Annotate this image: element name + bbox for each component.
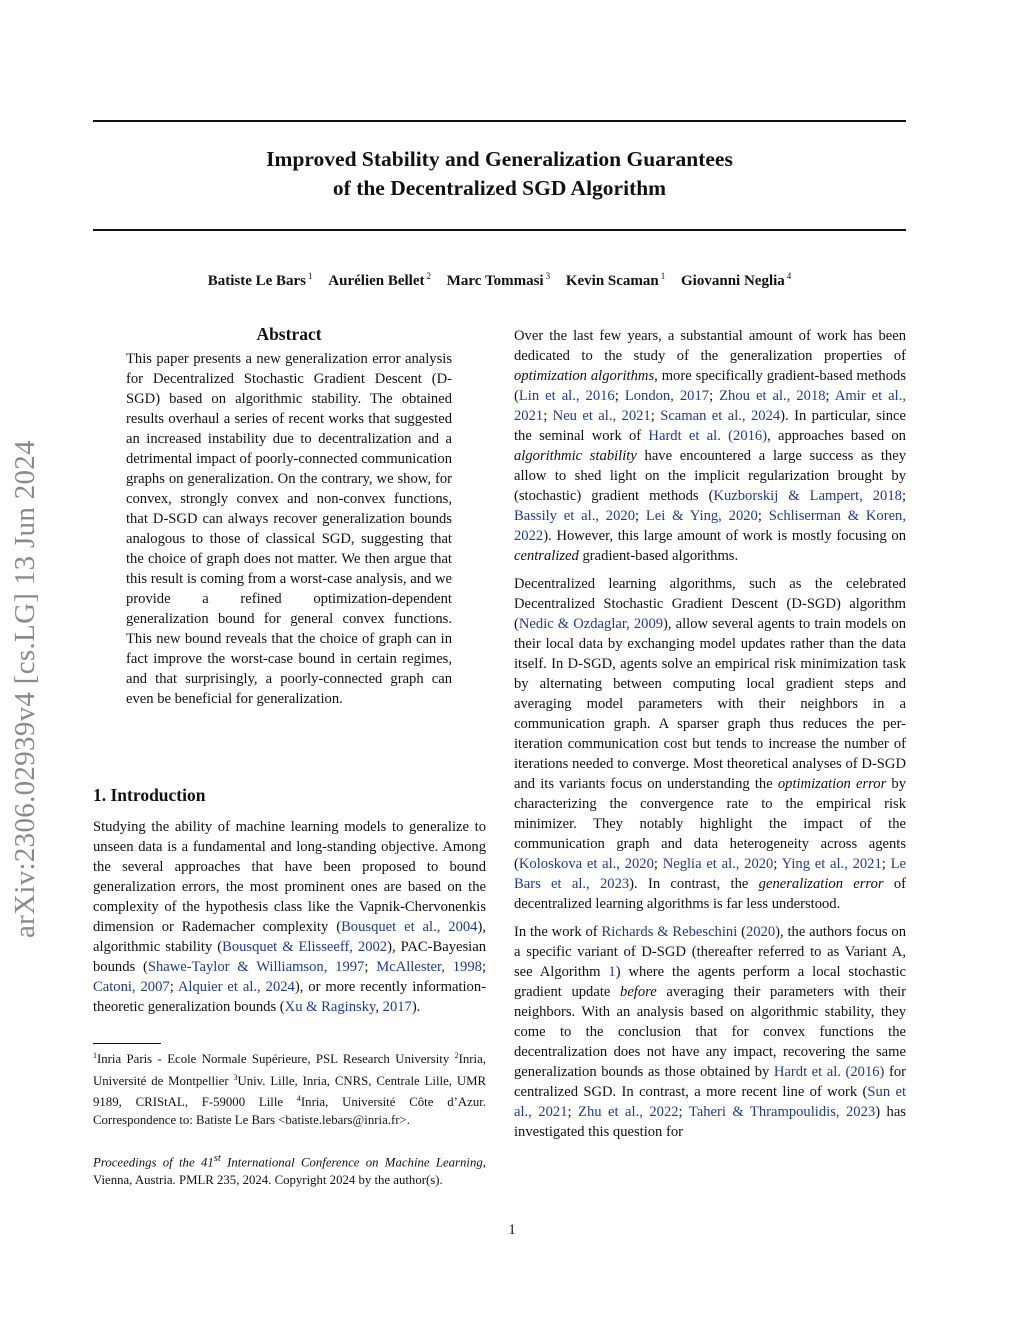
text-run: ), the authors focus on a specific variant of D-SGD (thereafter referred to as Variant A, see Algorithm <box>514 924 906 980</box>
text-run: ( <box>737 924 746 940</box>
author-name: Marc Tommasi <box>446 273 544 289</box>
introduction-paragraph <box>93 817 486 1017</box>
right-column <box>514 326 906 1150</box>
affiliation-mark: 3 <box>545 271 551 281</box>
text-run: ; <box>881 856 891 872</box>
text-run: generalization error <box>758 876 884 892</box>
affiliation-text: Univ. Lille, Inria, CNRS, Centrale Lille, UMR 9189, CRIStAL, F-59000 Lille <box>93 1073 486 1109</box>
text-run: of decentralized learning algorithms is far less understood. <box>514 876 906 912</box>
text-run: ), allow several agents to train models on their local data by exchanging model updates rather than the data itself. In D-SGD, agents solve an empirical risk minimization task by alternating between computing local gradient steps and averaging model parameters with their neighbors in a communication graph. A sparser graph thus reduces the per-iteration communication cost but tends to increase the number of iterations needed to converge. Most theoretical analyses of D-SGD and its variants focus on understanding the <box>514 616 906 792</box>
abstract-text: This paper presents a new generalization error analysis for Decentralized Stochastic Gradient Descent (D-SGD) based on algorithmic stability. The obtained results overhaul a series of recent works that suggested an increased instability due to decentralization and a detrimental impact of poorly-connected communication graphs on generalization. On the contrary, we show, for convex, strongly convex and non-convex functions, that D-SGD can always recover generalization bounds analogous to those of classical SGD, suggesting that the choice of graph does not matter. We then argue that this result is coming from a worst-case analysis, and we provide a refined optimization-dependent generalization bound for general convex functions. This new bound reveals that the choice of graph can in fact improve the worst-case bound in certain regimes, and that surprisingly, a poorly-connected graph can even be beneficial for generalization. <box>126 351 452 707</box>
citation-link[interactable]: Neu et al., 2021 <box>552 408 651 424</box>
algorithm-reference-link[interactable]: 1 <box>608 964 616 980</box>
text-run: ) where the agents perform a local stochastic gradient update <box>514 964 906 1000</box>
text-run: optimization algorithms <box>514 368 655 384</box>
paragraph <box>514 922 906 1142</box>
text-run: ) has investigated this question for <box>514 1104 906 1140</box>
text-run: ; <box>567 1104 579 1120</box>
text-run: , more specifically gradient-based methods ( <box>514 368 906 404</box>
citation-link[interactable]: London, 2017 <box>624 388 710 404</box>
citation-link[interactable]: Alquier et al., 2024 <box>177 979 295 995</box>
citation-link[interactable]: Hardt et al. <box>648 428 721 444</box>
text-run: ; <box>635 508 646 524</box>
author-list <box>93 266 906 291</box>
text-run: ; <box>169 979 178 995</box>
author-name: Batiste Le Bars <box>207 273 307 289</box>
text-run: Decentralized learning algorithms, such as the celebrated Decentralized Stochastic Gradient Descent (D-SGD) algorithm ( <box>514 576 906 632</box>
author <box>447 273 550 289</box>
affiliation-text: Inria, Université Côte d’Azur. Correspondence to: Batiste Le Bars <batiste.lebars@inria.fr>. <box>93 1095 486 1127</box>
text-run: ), PAC-Bayesian bounds ( <box>93 939 486 975</box>
text-run: by characterizing the convergence rate to the empirical risk minimizer. They notably highlight the impact of the communication graph and data heterogeneity across agents ( <box>514 776 906 872</box>
footnote-rule <box>93 1043 161 1044</box>
footnote-mark: 3 <box>233 1072 238 1082</box>
text-run: Over the last few years, a substantial amount of work has been dedicated to the study of the generalization properties of <box>514 328 906 364</box>
text-run: centralized <box>514 548 579 564</box>
citation-link[interactable]: Ying et al., 2021 <box>781 856 882 872</box>
text-run: International Conference on Machine Learning <box>220 1155 483 1170</box>
paragraph <box>514 326 906 566</box>
citation-link[interactable]: (2016) <box>845 1064 885 1080</box>
citation-link[interactable]: Neglia et al., 2020 <box>662 856 774 872</box>
footnote-mark: 4 <box>296 1094 301 1103</box>
citation-link[interactable]: Scaman et al., 2024 <box>660 408 781 424</box>
citation-link[interactable]: Zhu et al., 2022 <box>578 1104 679 1120</box>
paragraph <box>514 574 906 914</box>
text-run: ; <box>757 508 769 524</box>
affiliation-text: Inria, Université de Montpellier <box>93 1052 486 1088</box>
text-run: , <box>375 999 383 1015</box>
section-heading-introduction: 1. Introduction <box>93 785 206 805</box>
text-run: ; <box>773 856 782 872</box>
text-run: ; <box>901 488 907 504</box>
citation-link[interactable]: Kuzborskij & Lampert, 2018 <box>713 488 902 504</box>
citation-link[interactable]: Shawe-Taylor & Williamson, 1997 <box>147 959 365 975</box>
text-run: optimization error <box>777 776 887 792</box>
author-name: Kevin Scaman <box>565 273 659 289</box>
text-run: 41 <box>200 1155 214 1170</box>
text-run: before <box>620 984 657 1000</box>
affiliation-mark: 4 <box>786 271 792 281</box>
citation-link[interactable]: Bousquet & Elisseeff, 2002 <box>222 939 388 955</box>
title-bottom-rule <box>93 229 906 231</box>
text-run: algorithmic stability <box>514 448 637 464</box>
text-run: Proceedings of the <box>93 1155 201 1170</box>
author <box>208 273 313 289</box>
text-run: ), or more recently information-theoretic generalization bounds ( <box>93 979 487 1015</box>
author <box>681 273 791 289</box>
citation-link[interactable]: Lin et al., 2016 <box>518 388 615 404</box>
citation-link[interactable]: (2016) <box>728 428 768 444</box>
text-run: ; <box>481 959 487 975</box>
author-name: Giovanni Neglia <box>681 273 785 289</box>
text-run: ). <box>411 999 421 1015</box>
author <box>328 273 431 289</box>
text-run: ; <box>364 959 377 975</box>
text-run: , Vienna, Austria. PMLR 235, 2024. Copyright 2024 by the author(s). <box>93 1155 486 1187</box>
citation-link[interactable]: Taheri & Thrampoulidis, 2023 <box>688 1104 876 1120</box>
paper-title <box>93 145 906 203</box>
text-run: for centralized SGD. In contrast, a more recent line of work ( <box>514 1064 906 1100</box>
text-run: gradient-based algorithms. <box>578 548 739 564</box>
citation-link[interactable]: 2017 <box>382 999 412 1015</box>
footnote-mark: 1 <box>93 1051 97 1060</box>
abstract-heading: Abstract <box>256 324 322 344</box>
affiliations-footnote <box>93 1047 486 1129</box>
affiliation-mark: 2 <box>426 271 432 281</box>
citation-link[interactable]: Lei & Ying, 2020 <box>645 508 758 524</box>
text-run: ; <box>653 856 663 872</box>
citation-link[interactable]: Bassily et al., 2020 <box>514 508 635 524</box>
citation-link[interactable]: Richards & Rebeschini <box>601 924 738 940</box>
page-number: 1 <box>508 1222 516 1238</box>
citation-link[interactable]: McAllester, 1998 <box>376 959 482 975</box>
text-run: ; <box>678 1104 689 1120</box>
citation-link[interactable]: Amir et al., 2021 <box>514 388 907 424</box>
arxiv-identifier: arXiv:2306.02939v4 [cs.LG] 13 Jun 2024 <box>9 440 41 938</box>
text-run: averaging their parameters with their neighbors. With an analysis based on algorithmic stability, they come to the conclusion that for convex functions the decentralization does not have any impact, recovering the same generalization bounds as those obtained by <box>514 984 906 1080</box>
author <box>566 273 665 289</box>
text-run: ), algorithmic stability ( <box>93 919 486 955</box>
citation-link[interactable]: Hardt et al. <box>773 1064 841 1080</box>
text-run: ). In contrast, the <box>629 876 759 892</box>
title-top-rule <box>93 120 906 122</box>
footnote-mark: 2 <box>454 1051 459 1060</box>
citation-link[interactable]: Schliserman & Koren, 2022 <box>514 508 906 544</box>
citation-link[interactable]: 2020 <box>745 924 776 940</box>
citation-link[interactable]: Koloskova et al., 2020 <box>518 856 654 872</box>
text-run: ). In particular, since the seminal work of <box>514 408 907 444</box>
text-run: have encountered a large success as they allow to shed light on the implicit regularization brought by (stochastic) gradient methods ( <box>514 448 906 504</box>
text-run: ; <box>709 388 720 404</box>
citation-link[interactable]: Zhou et al., 2018 <box>719 388 826 404</box>
citation-link[interactable]: Catoni, 2007 <box>93 979 170 995</box>
affiliation-text: Inria Paris - Ecole Normale Supérieure, PSL Research University <box>97 1052 455 1066</box>
title-line-1: Improved Stability and Generalization Guarantees <box>266 147 733 171</box>
citation-link[interactable]: Nedic & Ozdaglar, 2009 <box>518 616 664 632</box>
text-run: ; <box>543 408 553 424</box>
text-run: , approaches based on <box>767 428 906 444</box>
affiliation-mark: 1 <box>308 271 313 281</box>
title-line-2: of the Decentralized SGD Algorithm <box>332 176 667 200</box>
text-run: ; <box>825 388 835 404</box>
proceedings-note <box>93 1150 486 1189</box>
citation-link[interactable]: Xu & Raginsky <box>284 999 376 1015</box>
citation-link[interactable]: Sun et al., 2021 <box>514 1084 907 1120</box>
text-run: st <box>213 1153 221 1164</box>
text-run: ; <box>650 408 661 424</box>
author-name: Aurélien Bellet <box>328 273 425 289</box>
affiliation-mark: 1 <box>660 271 666 281</box>
citation-link[interactable]: Le Bars et al., 2023 <box>514 856 906 892</box>
text-run: ). However, this large amount of work is mostly focusing on <box>543 528 906 544</box>
citation-link[interactable]: Bousquet et al., 2004 <box>341 919 478 935</box>
text-run: Studying the ability of machine learning models to generalize to unseen data is a fundamental and long-standing objective. Among the several approaches that have been proposed to bound generalization errors, the most prominent ones are based on the complexity of the hypothesis class like the Vapnik-Chervonenkis dimension or Rademacher complexity ( <box>93 819 486 935</box>
text-run: In the work of <box>514 924 602 940</box>
text-run: ; <box>614 388 625 404</box>
